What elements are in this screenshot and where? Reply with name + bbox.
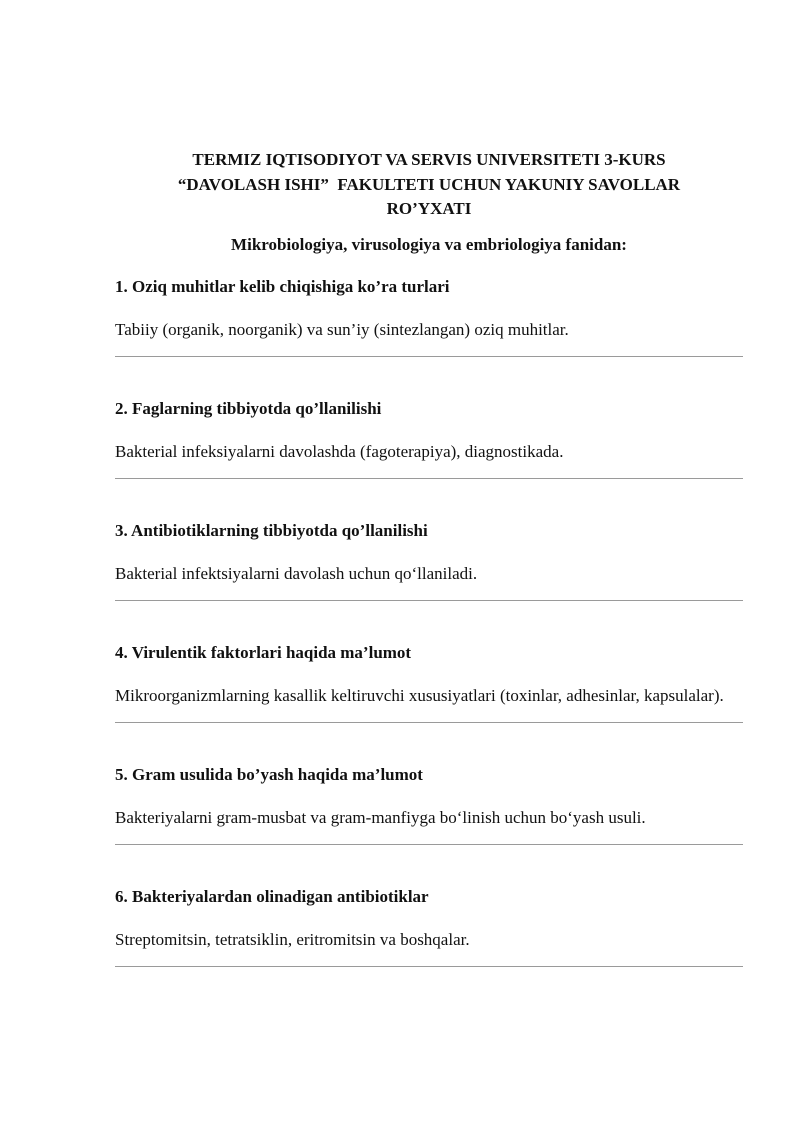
- question-block-3: [115, 519, 743, 601]
- answer-text: Streptomitsin, tetratsiklin, eritromitsin va boshqalar.: [115, 929, 470, 949]
- question-heading: 3. Antibiotiklarning tibbiyotda qo’llanilishi: [115, 520, 428, 540]
- answer-divider: [115, 844, 743, 845]
- answer-text: Bakteriyalarni gram-musbat va gram-manfiyga bo‘linish uchun bo‘yash usuli.: [115, 807, 646, 827]
- answer-text: Tabiiy (organik, noorganik) va sun’iy (sintezlangan) oziq muhitlar.: [115, 319, 569, 339]
- document-subtitle: Mikrobiologiya, virusologiya va embriologiya fanidan:: [231, 234, 627, 254]
- question-block-6: [115, 885, 743, 967]
- question-heading: 2. Faglarning tibbiyotda qo’llanilishi: [115, 398, 382, 418]
- title-line-3: RO’YXATI: [386, 199, 472, 218]
- question-block-5: [115, 763, 743, 845]
- question-heading: 6. Bakteriyalardan olinadigan antibiotiklar: [115, 886, 429, 906]
- question-heading: 4. Virulentik faktorlari haqida ma’lumot: [115, 642, 412, 662]
- title-line-2: “DAVOLASH ISHI” FAKULTETI UCHUN YAKUNIY SAVOLLAR: [177, 174, 681, 194]
- document-title: [115, 148, 743, 222]
- question-block-2: [115, 397, 743, 479]
- question-block-4: [115, 641, 743, 723]
- question-block-1: [115, 275, 743, 357]
- answer-text: Bakterial infeksiyalarni davolashda (fagoterapiya), diagnostikada.: [115, 441, 564, 461]
- title-line-1: TERMIZ IQTISODIYOT VA SERVIS UNIVERSITETI 3-KURS: [192, 150, 666, 169]
- answer-divider: [115, 722, 743, 723]
- answer-text: Mikroorganizmlarning kasallik keltiruvchi xususiyatlari (toxinlar, adhesinlar, kapsulalar).: [115, 685, 724, 705]
- answer-text: Bakterial infektsiyalarni davolash uchun qo‘llaniladi.: [115, 563, 478, 583]
- question-heading: 1. Oziq muhitlar kelib chiqishiga ko’ra turlari: [115, 276, 450, 296]
- question-heading: 5. Gram usulida bo’yash haqida ma’lumot: [115, 764, 423, 784]
- answer-divider: [115, 600, 743, 601]
- answer-divider: [115, 478, 743, 479]
- answer-divider: [115, 966, 743, 967]
- answer-divider: [115, 356, 743, 357]
